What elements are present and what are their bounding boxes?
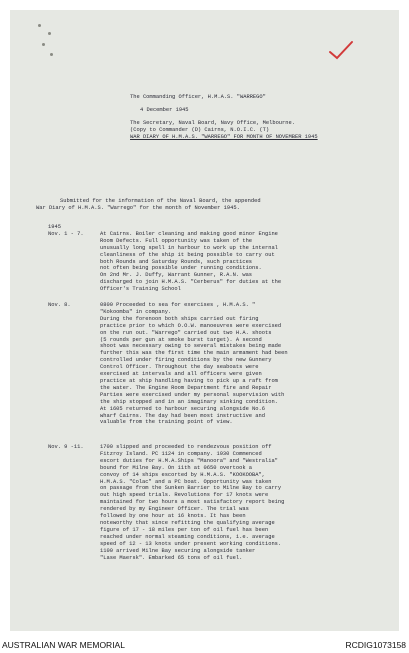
footer-record-id: RCDIG1073158 (345, 640, 406, 650)
entry-date-line: Nov. 8. (48, 302, 71, 308)
copy-to-line: (Copy to Commander (D) Cairns, N.O.I.C. (T) (130, 126, 270, 133)
entry-date (48, 444, 84, 451)
entry-line: out high speed trials. Revolutions for 17 knots were (100, 492, 269, 499)
entry-line: maintained for two hours a most satisfactory report being (100, 499, 285, 506)
entry-line: Control Officer. Throughout the day seaboats were (100, 364, 259, 371)
entry-line: valuable from the training point of view. (100, 419, 233, 426)
entry-line: discharged to join H.M.A.S. "Cerberus" for duties at the (100, 279, 282, 286)
entry-line: H.M.A.S. "Colac" and a PC boat. Opportunity was taken (100, 478, 272, 485)
document-page (10, 10, 399, 631)
punch-hole (50, 53, 53, 56)
entry-line: 1100 arrived Milne Bay securing alongside tanker (100, 547, 256, 554)
entry-body (100, 231, 395, 293)
entry-line: (5 rounds per gun at smoke burst target). A second (100, 336, 262, 343)
subject-line: WAR DIARY OF H.M.A.S. "WARREGO" FOR MONTH OF NOVEMBER 1945 (130, 133, 318, 140)
letter-header (130, 94, 396, 141)
entry-line: shoot was necessary owing to several mistakes being made (100, 343, 282, 350)
entry-line: on passage from the Sunken Barrier to Milne Bay to carry (100, 485, 282, 492)
entry-date-line: 1945 (48, 224, 61, 230)
punch-hole (42, 43, 45, 46)
entry-line: "Kokoomba" in company. (100, 308, 172, 315)
entry-date-line: Nov. 9 -11. (48, 444, 84, 450)
entry-line: the ship stopped and in an imaginary sinking condition. (100, 398, 278, 405)
recipient-line: The Secretary, Naval Board, Navy Office, Melbourne. (130, 119, 295, 126)
entry-date (48, 224, 84, 238)
entry-line: figure of 17 - 18 miles per ton of oil fuel has been (100, 526, 269, 533)
entry-line: not often being possible under running conditions. (100, 265, 262, 272)
entry-body (100, 302, 395, 426)
entry-line: 1700 slipped and proceeded to rendezvous position off (100, 444, 272, 450)
entry-line: During the forenoon both ships carried out firing (100, 315, 259, 322)
entry-line: further this was the first time the main armament had been (100, 350, 288, 357)
entry-line: exercised at intervals and all officers were given (100, 371, 262, 378)
entry-line: followed by one hour at 16 knots. It has been (100, 513, 246, 520)
entry-line: practice at ship handling having to pick up a raft from (100, 377, 278, 384)
entry-line: Fitzroy Island. PC 1124 in company. 1930 Commenced (100, 450, 262, 457)
footer-source: AUSTRALIAN WAR MEMORIAL (2, 640, 125, 650)
entry-date (48, 302, 71, 309)
entry-line: convoy of 14 ships escorted by H.M.A.S. "KOOKOOBA", (100, 471, 265, 478)
entry-line: "Lase Maersk". Embarked 65 tons of oil fuel. (100, 554, 243, 561)
intro-line: Submitted for the information of the Naval Board, the appended (60, 198, 261, 204)
entry-line: unusually long spell in harbour to work up the internal (100, 244, 278, 251)
entry-line: escort duties for H.M.A.Ships "Manoora" and "Westralia" (100, 457, 278, 464)
entry-line: controlled under firing conditions by the new Gunnery (100, 357, 272, 364)
entry-line: practice prior to which O.O.W. manoeuvres were exercised (100, 322, 282, 329)
intro-line: War Diary of H.M.A.S. "Warrego" for the month of November 1945. (36, 204, 240, 211)
letter-date: 4 December 1945 (140, 106, 189, 113)
entry-date-line: Nov. 1 - 7. (48, 230, 84, 237)
punch-hole (48, 32, 51, 35)
entry-line: rendered by my Engineer Officer. The trial was (100, 506, 249, 513)
entry-line: At 1605 returned to harbour securing alongside No.6 (100, 405, 265, 412)
entry-line: At Cairns. Boiler cleaning and making good minor Engine (100, 230, 278, 237)
intro-paragraph (36, 198, 386, 212)
entry-line: speed of 12 - 13 knots under present working conditions. (100, 540, 282, 547)
archive-footer (0, 639, 409, 653)
entry-line: bound for Milne Bay. On 11th at 0650 overtook a (100, 464, 253, 471)
entry-line: noteworthy that since refitting the qualifying average (100, 519, 275, 526)
entry-line: wharf Cairns. The day had been most instructive and (100, 412, 265, 419)
entry-line: the water. The Engine Room Department fire and Repair (100, 384, 272, 391)
entry-line: On 2nd Mr. J. Duffy, Warrant Gunner, R.A.N. was (100, 272, 253, 279)
entry-line: cleanliness of the ship it being possible to carry out (100, 251, 275, 258)
addressee-line: The Commanding Officer, H.M.A.S. "WARREGO" (130, 94, 266, 100)
entry-line: 0800 Proceeded to sea for exercises , H.M.A.S. " (100, 302, 256, 308)
red-check-mark-icon (328, 40, 354, 60)
entry-line: Room Defects. Full opportunity was taken of the (100, 237, 253, 244)
entry-line: Officer's Training School (100, 286, 181, 293)
entry-body (100, 444, 395, 561)
entry-line: Parties were exercised under my personal supervision with (100, 391, 285, 398)
entry-line: both Rounds and Saturday Rounds, such practices (100, 258, 253, 265)
entry-line: on the run out. "Warrego" carried out two H.A. shoots (100, 329, 272, 336)
entry-line: reached under normal steaming conditions, i.e. average (100, 533, 275, 540)
punch-hole (38, 24, 41, 27)
